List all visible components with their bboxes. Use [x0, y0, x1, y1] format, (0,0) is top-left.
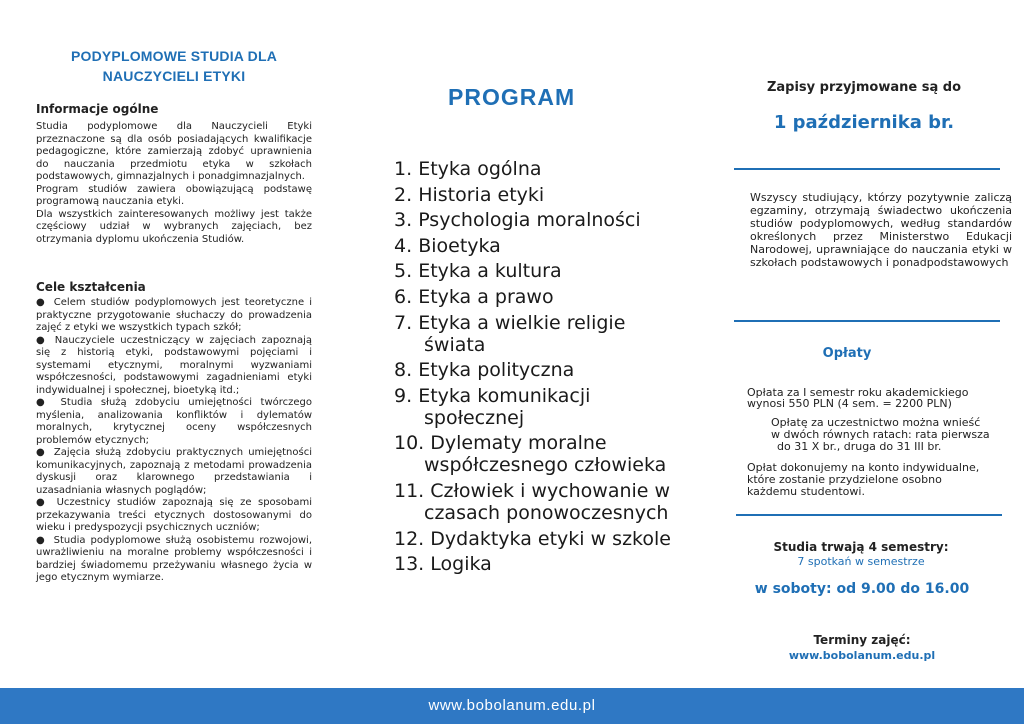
goal-item — [36, 447, 312, 497]
footer-website-link[interactable]: www.bobolanum.edu.pl — [428, 697, 596, 714]
program-item-number: 7. — [394, 311, 413, 334]
program-item — [394, 235, 684, 257]
goal-text: Uczestnicy studiów zapoznają się ze sposobami przekazywania treści etycznych dostosowanymi do wieku i predyspozycji psychicznych uczniów; — [36, 497, 312, 533]
enrollment-date: 1 października br. — [773, 112, 955, 133]
program-item-text: Dydaktyka etyki w szkole — [430, 527, 671, 550]
program-item-text: Etyka polityczna — [418, 359, 575, 382]
program-item-continuation: czasach ponowoczesnych — [424, 501, 669, 524]
fee-line: Opłatę za uczestnictwo można wnieść — [771, 416, 981, 429]
meetings-text: 7 spotkań w semestrze — [797, 555, 925, 568]
program-list — [394, 158, 684, 579]
program-item-text: Psychologia moralności — [418, 209, 641, 232]
info-paragraph-1: Studia podyplomowe dla Nauczycieli Etyki przeznaczone są dla osób posiadających kwalifikacje pedagogiczne, które zamierzają zdobyć uprawnienia do nauczania przedmiotu etyka w szkołach podstawowych, gimnazjalnych i ponadgimnazjalnych. — [36, 121, 312, 182]
goals-list — [36, 297, 312, 585]
program-item-number: 2. — [394, 183, 413, 206]
program-item — [394, 528, 684, 550]
duration-text: Studia trwają 4 semestry: — [773, 540, 949, 554]
bullet-icon: ● — [36, 334, 48, 346]
fee-line: w dwóch równych ratach: rata pierwsza — [771, 428, 990, 441]
program-item-continuation: świata — [424, 333, 486, 356]
fee-line: Opłata za I semestr roku akademickiego — [747, 386, 969, 399]
info-paragraph-2: Program studiów zawiera obowiązującą podstawę programową nauczania etyki. — [36, 183, 312, 207]
program-item-text: Etyka ogólna — [418, 158, 542, 180]
program-item-text: Historia etyki — [418, 183, 545, 206]
brochure-title-line2: NAUCZYCIELI ETYKI — [102, 68, 246, 84]
enrollment-text: Zapisy przyjmowane są do — [766, 80, 962, 95]
bullet-icon: ● — [36, 297, 47, 308]
saturdays-text: w soboty: od 9.00 do 16.00 — [754, 581, 970, 597]
program-item — [394, 553, 684, 575]
program-item-text: Etyka komunikacji — [418, 384, 591, 407]
program-item-text: Etyka a kultura — [418, 260, 562, 283]
goal-text: Zajęcia służą zdobyciu praktycznych umiejętności komunikacyjnych, zapoznają z metodami prowadzenia dyskusji oraz klarownego przedstawiania i uzasadniania własnych poglądów; — [36, 447, 312, 496]
goal-item — [36, 397, 312, 447]
program-item-number: 3. — [394, 209, 413, 232]
program-item-number: 5. — [394, 260, 413, 283]
fee-line: wynosi 550 PLN (4 sem. = 2200 PLN) — [747, 397, 952, 410]
schedule-label: Terminy zajęć: — [813, 633, 911, 647]
program-item-number: 8. — [394, 359, 413, 382]
program-item-text: Człowiek i wychowanie w — [430, 479, 671, 502]
program-item — [394, 286, 684, 308]
program-item-text: Bioetyka — [418, 234, 501, 257]
divider — [736, 514, 1002, 516]
program-item — [394, 480, 684, 524]
program-item-number: 4. — [394, 234, 413, 257]
program-item — [394, 158, 684, 180]
schedule-link[interactable]: www.bobolanum.edu.pl — [788, 649, 936, 662]
certificate-text: Wszyscy studiujący, którzy pozytywnie zaliczą egzaminy, otrzymają świadectwo ukończenia studiów podyplomowych, według standardów określonych przez Ministerstwo Edukacji Narodowej, uprawniające do nauczania etyki w szkołach podstawowych i ponadpodstawowych — [750, 191, 1012, 269]
program-item-text: Logika — [430, 553, 492, 576]
goal-item — [36, 497, 312, 535]
program-item — [394, 385, 684, 429]
program-item-text: Etyka a prawo — [418, 285, 554, 308]
goal-item — [36, 297, 312, 335]
goal-text: Studia podyplomowe służą osobistemu rozwojowi, uwrażliwieniu na moralne problemy współczesności i bardziej świadomemu przeżywaniu własnego życia w jego etycznym wymiarze. — [36, 534, 313, 583]
program-item-text: Etyka a wielkie religie — [418, 311, 626, 334]
program-item-number: 11. — [394, 479, 425, 502]
fee-line: Opłat dokonujemy na konto indywidualne, — [747, 461, 980, 474]
fee-line: które zostanie przydzielone osobno — [747, 473, 942, 486]
info-heading: Informacje ogólne — [36, 102, 159, 116]
program-item-continuation: społecznej — [424, 406, 525, 429]
program-item — [394, 184, 684, 206]
program-item-text: Dylematy moralne — [430, 432, 607, 455]
divider — [734, 320, 1000, 322]
info-paragraph-3: Dla wszystkich zainteresowanych możliwy jest także częściowy udział w wybranych zajęciach, bez otrzymania dyplomu ukończenia Studiów. — [36, 208, 312, 245]
goals-heading: Cele kształcenia — [36, 280, 146, 294]
program-item-number: 6. — [394, 285, 413, 308]
goal-text: Nauczyciele uczestniczący w zajęciach zapoznają się z historią etyki, podstawowymi pojęciami i systemami etycznymi, moralnymi wyzwaniami współczesności, podstawowymi zagadnieniami etyki indywidualnej i społecznej, bioetyką itd.; — [36, 334, 313, 396]
fees-heading: Opłaty — [822, 346, 872, 361]
program-item-continuation: współczesnego człowieka — [424, 454, 667, 477]
bullet-icon: ● — [36, 397, 51, 408]
info-section — [36, 121, 312, 246]
program-item-number: 12. — [394, 527, 425, 550]
fee-line: każdemu studentowi. — [747, 485, 865, 498]
program-item-number: 13. — [394, 553, 425, 576]
goal-item — [36, 335, 312, 398]
fee-line: do 31 X br., druga do 31 III br. — [777, 440, 942, 453]
brochure-title-line1: PODYPLOMOWE STUDIA DLA — [70, 48, 278, 64]
program-item — [394, 260, 684, 282]
program-item-number: 9. — [394, 384, 413, 407]
program-item — [394, 312, 684, 356]
program-item — [394, 209, 684, 231]
program-item — [394, 432, 684, 476]
goal-text: Celem studiów podyplomowych jest teoretyczne i praktyczne przygotowanie słuchaczy do prowadzenia zajęć z etyki we wszystkich typach szkół; — [36, 297, 312, 333]
bullet-icon: ● — [36, 497, 49, 508]
footer-bar — [0, 688, 1024, 724]
program-item-number: 1. — [394, 158, 413, 180]
program-item — [394, 359, 684, 381]
bullet-icon: ● — [36, 447, 47, 458]
program-item-number: 10. — [394, 432, 425, 455]
program-title: PROGRAM — [448, 84, 576, 110]
bullet-icon: ● — [36, 534, 47, 546]
goal-text: Studia służą zdobyciu umiejętności twórczego myślenia, analizowania konfliktów i dylematów moralnych, krytycznej oceny współczesnych problemów etycznych; — [36, 397, 313, 446]
divider — [734, 168, 1000, 170]
goal-item — [36, 535, 312, 585]
brochure-title — [36, 46, 312, 86]
